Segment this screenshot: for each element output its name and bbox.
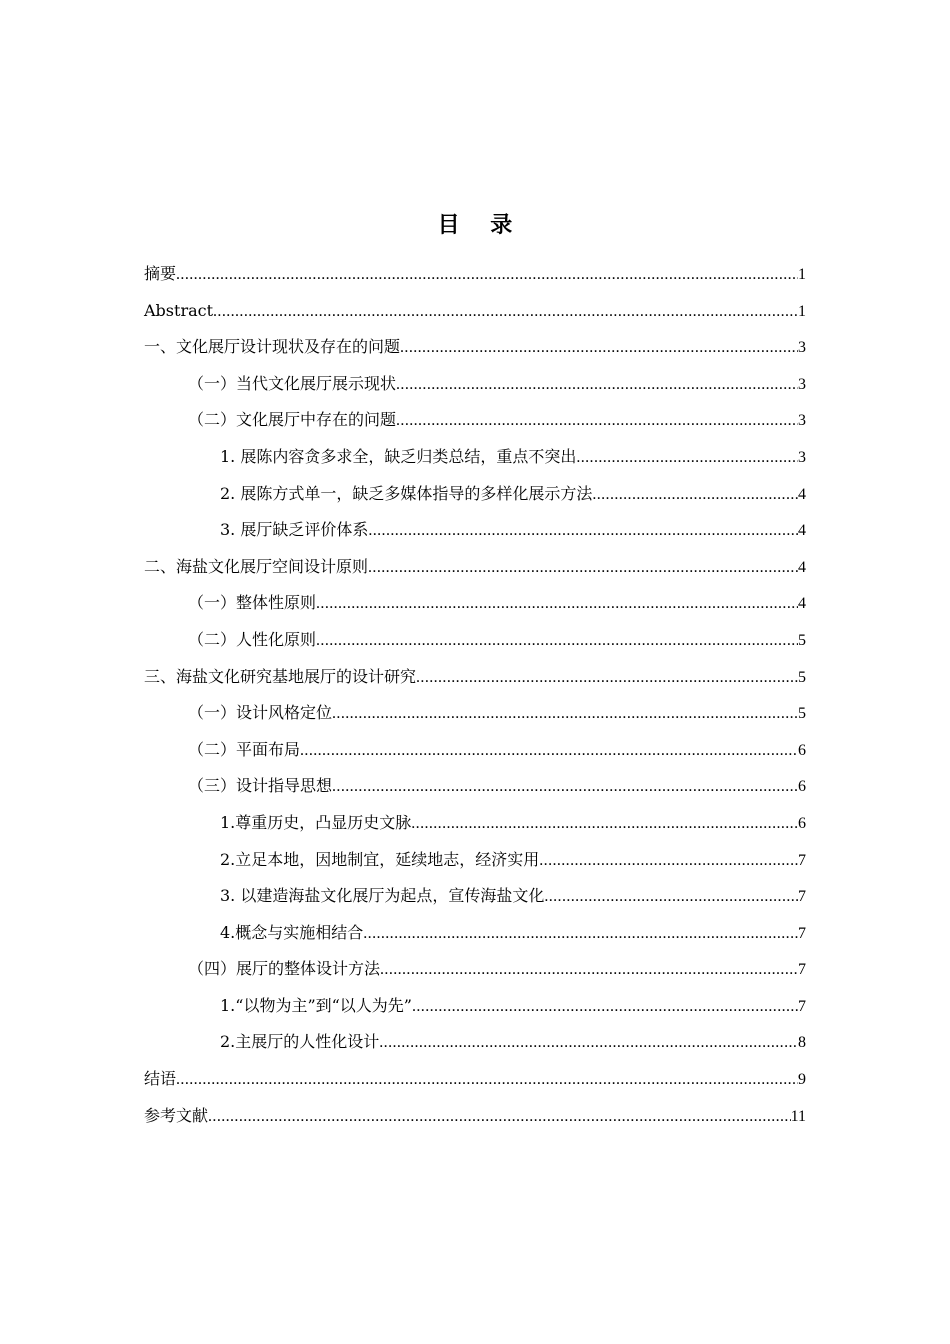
toc-entry[interactable]	[144, 622, 806, 659]
toc-entry-label: 一、文化展厅设计现状及存在的问题	[144, 337, 401, 357]
toc-dot-leader	[368, 550, 798, 587]
toc-entry-label: （一）整体性原则	[188, 593, 317, 613]
toc-dot-leader	[380, 952, 798, 989]
toc-entry-label: 1. 展陈内容贪多求全，缺乏归类总结，重点不突出	[220, 446, 577, 466]
toc-entry[interactable]	[144, 439, 806, 476]
toc-page-number: 4	[798, 485, 806, 503]
toc-dot-leader	[176, 1062, 798, 1099]
toc-entry-label: （二）文化展厅中存在的问题	[188, 410, 397, 430]
toc-entry[interactable]	[144, 915, 806, 952]
toc-entry-label: （三）设计指导思想	[188, 776, 333, 796]
toc-title: 目 录	[437, 212, 513, 238]
toc-entry[interactable]	[144, 805, 806, 842]
toc-entry-label: 结语	[144, 1069, 177, 1089]
toc-entry[interactable]	[144, 476, 806, 513]
toc-dot-leader	[412, 989, 798, 1026]
toc-page-number: 1	[798, 302, 806, 320]
toc-entry[interactable]	[144, 732, 806, 769]
toc-page-number: 7	[798, 924, 806, 942]
toc-dot-leader	[363, 916, 798, 953]
toc-entry[interactable]	[144, 549, 806, 586]
toc-entry-label: 2.主展厅的人性化设计	[220, 1032, 380, 1052]
toc-entry-label: （二）平面布局	[188, 739, 301, 759]
toc-page-number: 7	[798, 888, 806, 906]
toc-entry[interactable]	[144, 951, 806, 988]
toc-entry-label: （一）当代文化展厅展示现状	[188, 373, 397, 393]
toc-dot-leader	[396, 367, 798, 404]
toc-entry-label: 三、海盐文化研究基地展厅的设计研究	[144, 666, 417, 686]
toc-entry[interactable]	[144, 988, 806, 1025]
toc-entry-label: 1.“以物为主”到“以人为先”	[220, 995, 412, 1015]
toc-entry[interactable]	[144, 293, 806, 330]
toc-entry[interactable]	[144, 366, 806, 403]
toc-dot-leader	[213, 294, 798, 331]
toc-dot-leader	[316, 586, 798, 623]
toc-page-number: 3	[798, 412, 806, 430]
toc-entry-label: 2. 展陈方式单一，缺乏多媒体指导的多样化展示方法	[220, 483, 593, 503]
toc-entry[interactable]	[144, 659, 806, 696]
toc-dot-leader	[411, 806, 798, 843]
toc-entry-label: （二）人性化原则	[188, 629, 317, 649]
toc-entry[interactable]	[144, 256, 806, 293]
toc-entry-label: Abstract	[144, 300, 214, 320]
toc-dot-leader	[332, 769, 798, 806]
toc-entry[interactable]	[144, 695, 806, 732]
toc-entry[interactable]	[144, 1024, 806, 1061]
toc-entry-label: 3. 展厅缺乏评价体系	[220, 520, 369, 540]
toc-entry[interactable]	[144, 878, 806, 915]
toc-entry[interactable]	[144, 842, 806, 879]
toc-entry-label: 2.立足本地，因地制宜，延续地志，经济实用	[220, 849, 540, 869]
toc-dot-leader	[332, 696, 798, 733]
table-of-contents	[144, 256, 806, 1134]
toc-dot-leader	[576, 440, 798, 477]
toc-page-number: 7	[798, 961, 806, 979]
toc-entry-label: 二、海盐文化展厅空间设计原则	[144, 556, 369, 576]
toc-entry[interactable]	[144, 512, 806, 549]
toc-entry-label: （四）展厅的整体设计方法	[188, 959, 381, 979]
toc-entry-label: 参考文献	[144, 1105, 209, 1125]
toc-entry-label: 摘要	[144, 264, 177, 283]
toc-page-number: 4	[798, 558, 806, 576]
toc-dot-leader	[208, 1099, 791, 1136]
toc-dot-leader	[400, 330, 798, 367]
toc-page-number: 8	[798, 1034, 806, 1052]
toc-page-number: 5	[798, 705, 806, 723]
toc-entry-label: 3. 以建造海盐文化展厅为起点，宣传海盐文化	[220, 886, 545, 906]
toc-page-number: 7	[798, 997, 806, 1015]
toc-page-number: 1	[798, 266, 806, 283]
toc-page-number: 9	[798, 1071, 806, 1089]
toc-page-number: 7	[798, 851, 806, 869]
toc-entry[interactable]	[144, 1061, 806, 1098]
toc-page-number: 6	[798, 778, 806, 796]
toc-dot-leader	[592, 477, 798, 514]
toc-page-number: 5	[798, 631, 806, 649]
toc-dot-leader	[368, 513, 798, 550]
toc-entry[interactable]	[144, 1098, 806, 1135]
toc-entry-label: 1.尊重历史，凸显历史文脉	[220, 812, 412, 832]
toc-page-number: 4	[798, 595, 806, 613]
toc-page-number: 3	[798, 448, 806, 466]
toc-dot-leader	[416, 660, 798, 697]
toc-page-number: 4	[798, 522, 806, 540]
toc-dot-leader	[379, 1025, 798, 1062]
toc-entry[interactable]	[144, 402, 806, 439]
toc-page-number: 3	[798, 339, 806, 357]
toc-dot-leader	[396, 403, 798, 440]
toc-dot-leader	[544, 879, 798, 916]
toc-page-number: 6	[798, 814, 806, 832]
toc-entry[interactable]	[144, 585, 806, 622]
toc-dot-leader	[316, 623, 798, 660]
toc-entry[interactable]	[144, 768, 806, 805]
toc-dot-leader	[539, 843, 798, 880]
toc-page-number: 11	[790, 1107, 806, 1125]
toc-dot-leader	[176, 257, 798, 294]
toc-entry-label: 4.概念与实施相结合	[220, 922, 364, 942]
toc-page-number: 3	[798, 375, 806, 393]
toc-page-number: 5	[798, 668, 806, 686]
toc-page-number: 6	[798, 741, 806, 759]
toc-entry[interactable]	[144, 329, 806, 366]
toc-dot-leader	[300, 733, 798, 770]
toc-entry-label: （一）设计风格定位	[188, 703, 333, 723]
